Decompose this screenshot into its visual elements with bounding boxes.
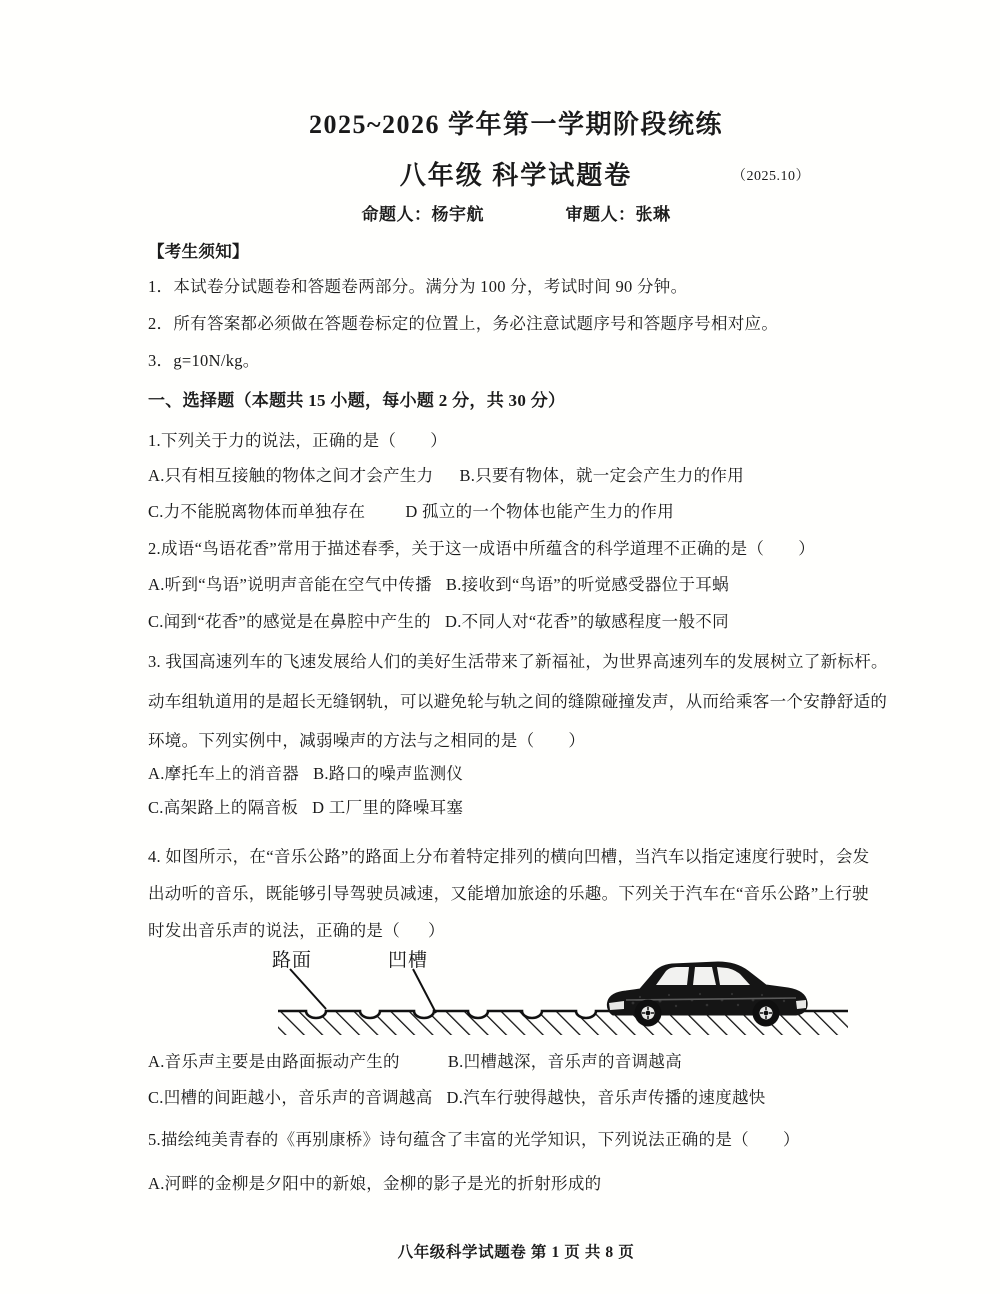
q2-option-d-label: D. xyxy=(444,612,462,631)
q1-stem-close: ） xyxy=(430,431,447,450)
question-1-stem xyxy=(148,429,447,454)
q2-option-c-label: C. xyxy=(148,612,164,631)
question-3-stem-line-2: 动车组轨道用的是超长无缝钢轨，可以避免轮与轨之间的缝隙碰撞发声，从而给乘客一个安静舒适的 xyxy=(148,692,888,711)
q4-stem-text-3: 时发出音乐声的说法，正确的是（ xyxy=(148,921,400,940)
notice-item-2: 2．所有答案都必须做在答题卷标定的位置上，务必注意试题序号和答题序号相对应。 xyxy=(148,314,779,333)
question-5-stem xyxy=(148,1128,800,1153)
figure-label-road-surface: 路面 xyxy=(272,950,313,971)
q2-option-b-label: B. xyxy=(445,575,462,594)
notice-item-1: 1．本试卷分试题卷和答题卷两部分。满分为 100 分，考试时间 90 分钟。 xyxy=(148,277,688,296)
figure-label-groove: 凹槽 xyxy=(388,950,429,971)
question-4-options-cd xyxy=(148,1086,766,1111)
q4-stem-close: ） xyxy=(428,921,445,940)
question-4-stem-line-1: 4. 如图所示，在“音乐公路”的路面上分布着特定排列的横向凹槽，当汽车以指定速度行驶时，会发 xyxy=(148,847,870,866)
q2-stem-close: ） xyxy=(798,539,816,558)
reviewer-name: 审题人：张琳 xyxy=(565,205,671,224)
question-2-stem xyxy=(148,537,815,562)
q3-option-d-text: 工厂里的降噪耳塞 xyxy=(328,798,464,817)
question-3-options-ab xyxy=(148,762,463,787)
leader-line-road-surface xyxy=(290,969,326,1009)
q1-option-b-text: 只要有物体，就一定会产生力的作用 xyxy=(475,466,745,485)
figure-drawing xyxy=(248,943,868,1048)
exam-date: （2025.10） xyxy=(732,169,810,184)
q4-option-c-label: C. xyxy=(148,1088,164,1107)
notice-title: 【考生须知】 xyxy=(148,242,249,261)
q3-option-b-label: B. xyxy=(313,764,329,783)
q5-number: 5. xyxy=(148,1130,161,1149)
q5-option-a-label: A. xyxy=(148,1174,165,1193)
page-subtitle: 八年级 科学试题卷 xyxy=(399,161,633,190)
q3-stem-text-3: 环境。下列实例中，减弱噪声的方法与之相同的是（ xyxy=(148,731,535,750)
q2-option-b-text: 接收到“鸟语”的听觉感受器位于耳蜗 xyxy=(461,575,729,594)
q3-option-a-label: A. xyxy=(148,764,165,783)
q3-stem-close: ） xyxy=(568,731,586,750)
page-title: 2025~2026 学年第一学期阶段统练 xyxy=(308,110,724,139)
q4-option-a-text: 音乐声主要是由路面振动产生的 xyxy=(164,1052,400,1071)
q3-option-a-text: 摩托车上的消音器 xyxy=(164,764,300,783)
q4-option-b-text: 凹槽越深，音乐声的音调越高 xyxy=(463,1052,682,1071)
q3-option-b-text: 路口的噪声监测仪 xyxy=(328,764,464,783)
q3-option-c-label: C. xyxy=(148,798,164,817)
q4-option-a-label: A. xyxy=(148,1052,165,1071)
question-3-stem-line-1: 3. 我国高速列车的飞速发展给人们的美好生活带来了新福祉，为世界高速列车的发展树立了新标杆。 xyxy=(148,652,888,671)
byline xyxy=(148,200,884,225)
q3-option-c-text: 高架路上的隔音板 xyxy=(163,798,299,817)
leader-line-groove xyxy=(413,969,436,1013)
q5-stem-close: ） xyxy=(782,1130,800,1149)
q1-option-a-text: 只有相互接触的物体之间才会产生力 xyxy=(164,466,434,485)
question-2-options-ab xyxy=(148,573,729,598)
page-footer: 八年级科学试题卷 第 1 页 共 8 页 xyxy=(397,1244,635,1261)
q4-option-b-label: B. xyxy=(447,1052,464,1071)
question-5-option-a xyxy=(148,1172,601,1197)
question-1-options-ab xyxy=(148,464,744,489)
page-content-area xyxy=(148,0,888,1294)
section-heading: 一、选择题（本题共 15 小题，每小题 2 分，共 30 分） xyxy=(148,391,566,410)
q4-option-d-label: D. xyxy=(446,1088,464,1107)
q3-option-d-label: D xyxy=(312,798,325,817)
q1-option-c-text: 力不能脱离物体而单独存在 xyxy=(163,502,366,521)
question-3-stem-line-3 xyxy=(148,729,585,754)
q1-stem-text: 下列关于力的说法，正确的是（ xyxy=(160,431,397,450)
q2-option-c-text: 闻到“花香”的感觉是在鼻腔中产生的 xyxy=(163,612,431,631)
q2-option-a-text: 听到“鸟语”说明声音能在空气中传播 xyxy=(164,575,432,594)
q1-option-a-label: A. xyxy=(148,466,165,485)
q2-stem-text: 成语“鸟语花香”常用于描述春季，关于这一成语中所蕴含的科学道理不正确的是（ xyxy=(160,539,765,558)
q1-option-d-text: 孤立的一个物体也能产生力的作用 xyxy=(422,502,674,521)
question-4-stem-line-2: 出动听的音乐，既能够引导驾驶员减速，又能增加旅途的乐趣。下列关于汽车在“音乐公路”上行驶 xyxy=(148,884,869,903)
q1-option-d-label: D xyxy=(405,502,418,521)
q4-option-d-text: 汽车行驶得越快，音乐声传播的速度越快 xyxy=(463,1088,766,1107)
question-4-stem-line-3 xyxy=(148,919,445,944)
q2-option-d-text: 不同人对“花香”的敏感程度一般不同 xyxy=(461,612,729,631)
question-3-options-cd xyxy=(148,796,463,821)
notice-item-3: 3．g=10N/kg。 xyxy=(148,351,260,370)
setter-name: 命题人：杨宇航 xyxy=(361,205,484,224)
question-4-options-ab xyxy=(148,1050,682,1075)
q5-stem-text: 描绘纯美青春的《再别康桥》诗句蕴含了丰富的光学知识，下列说法正确的是（ xyxy=(160,1130,749,1149)
q2-number: 2. xyxy=(148,539,161,558)
q1-number: 1. xyxy=(148,431,161,450)
question-1-options-cd xyxy=(148,500,674,525)
q4-option-c-text: 凹槽的间距越小，音乐声的音调越高 xyxy=(163,1088,433,1107)
q1-option-b-label: B. xyxy=(459,466,476,485)
music-road-figure xyxy=(248,943,868,1048)
subtitle-row xyxy=(148,155,884,191)
q1-option-c-label: C. xyxy=(148,502,164,521)
question-2-options-cd xyxy=(148,610,729,635)
q5-option-a-text: 河畔的金柳是夕阳中的新娘，金柳的影子是光的折射形成的 xyxy=(164,1174,602,1193)
q2-option-a-label: A. xyxy=(148,575,165,594)
